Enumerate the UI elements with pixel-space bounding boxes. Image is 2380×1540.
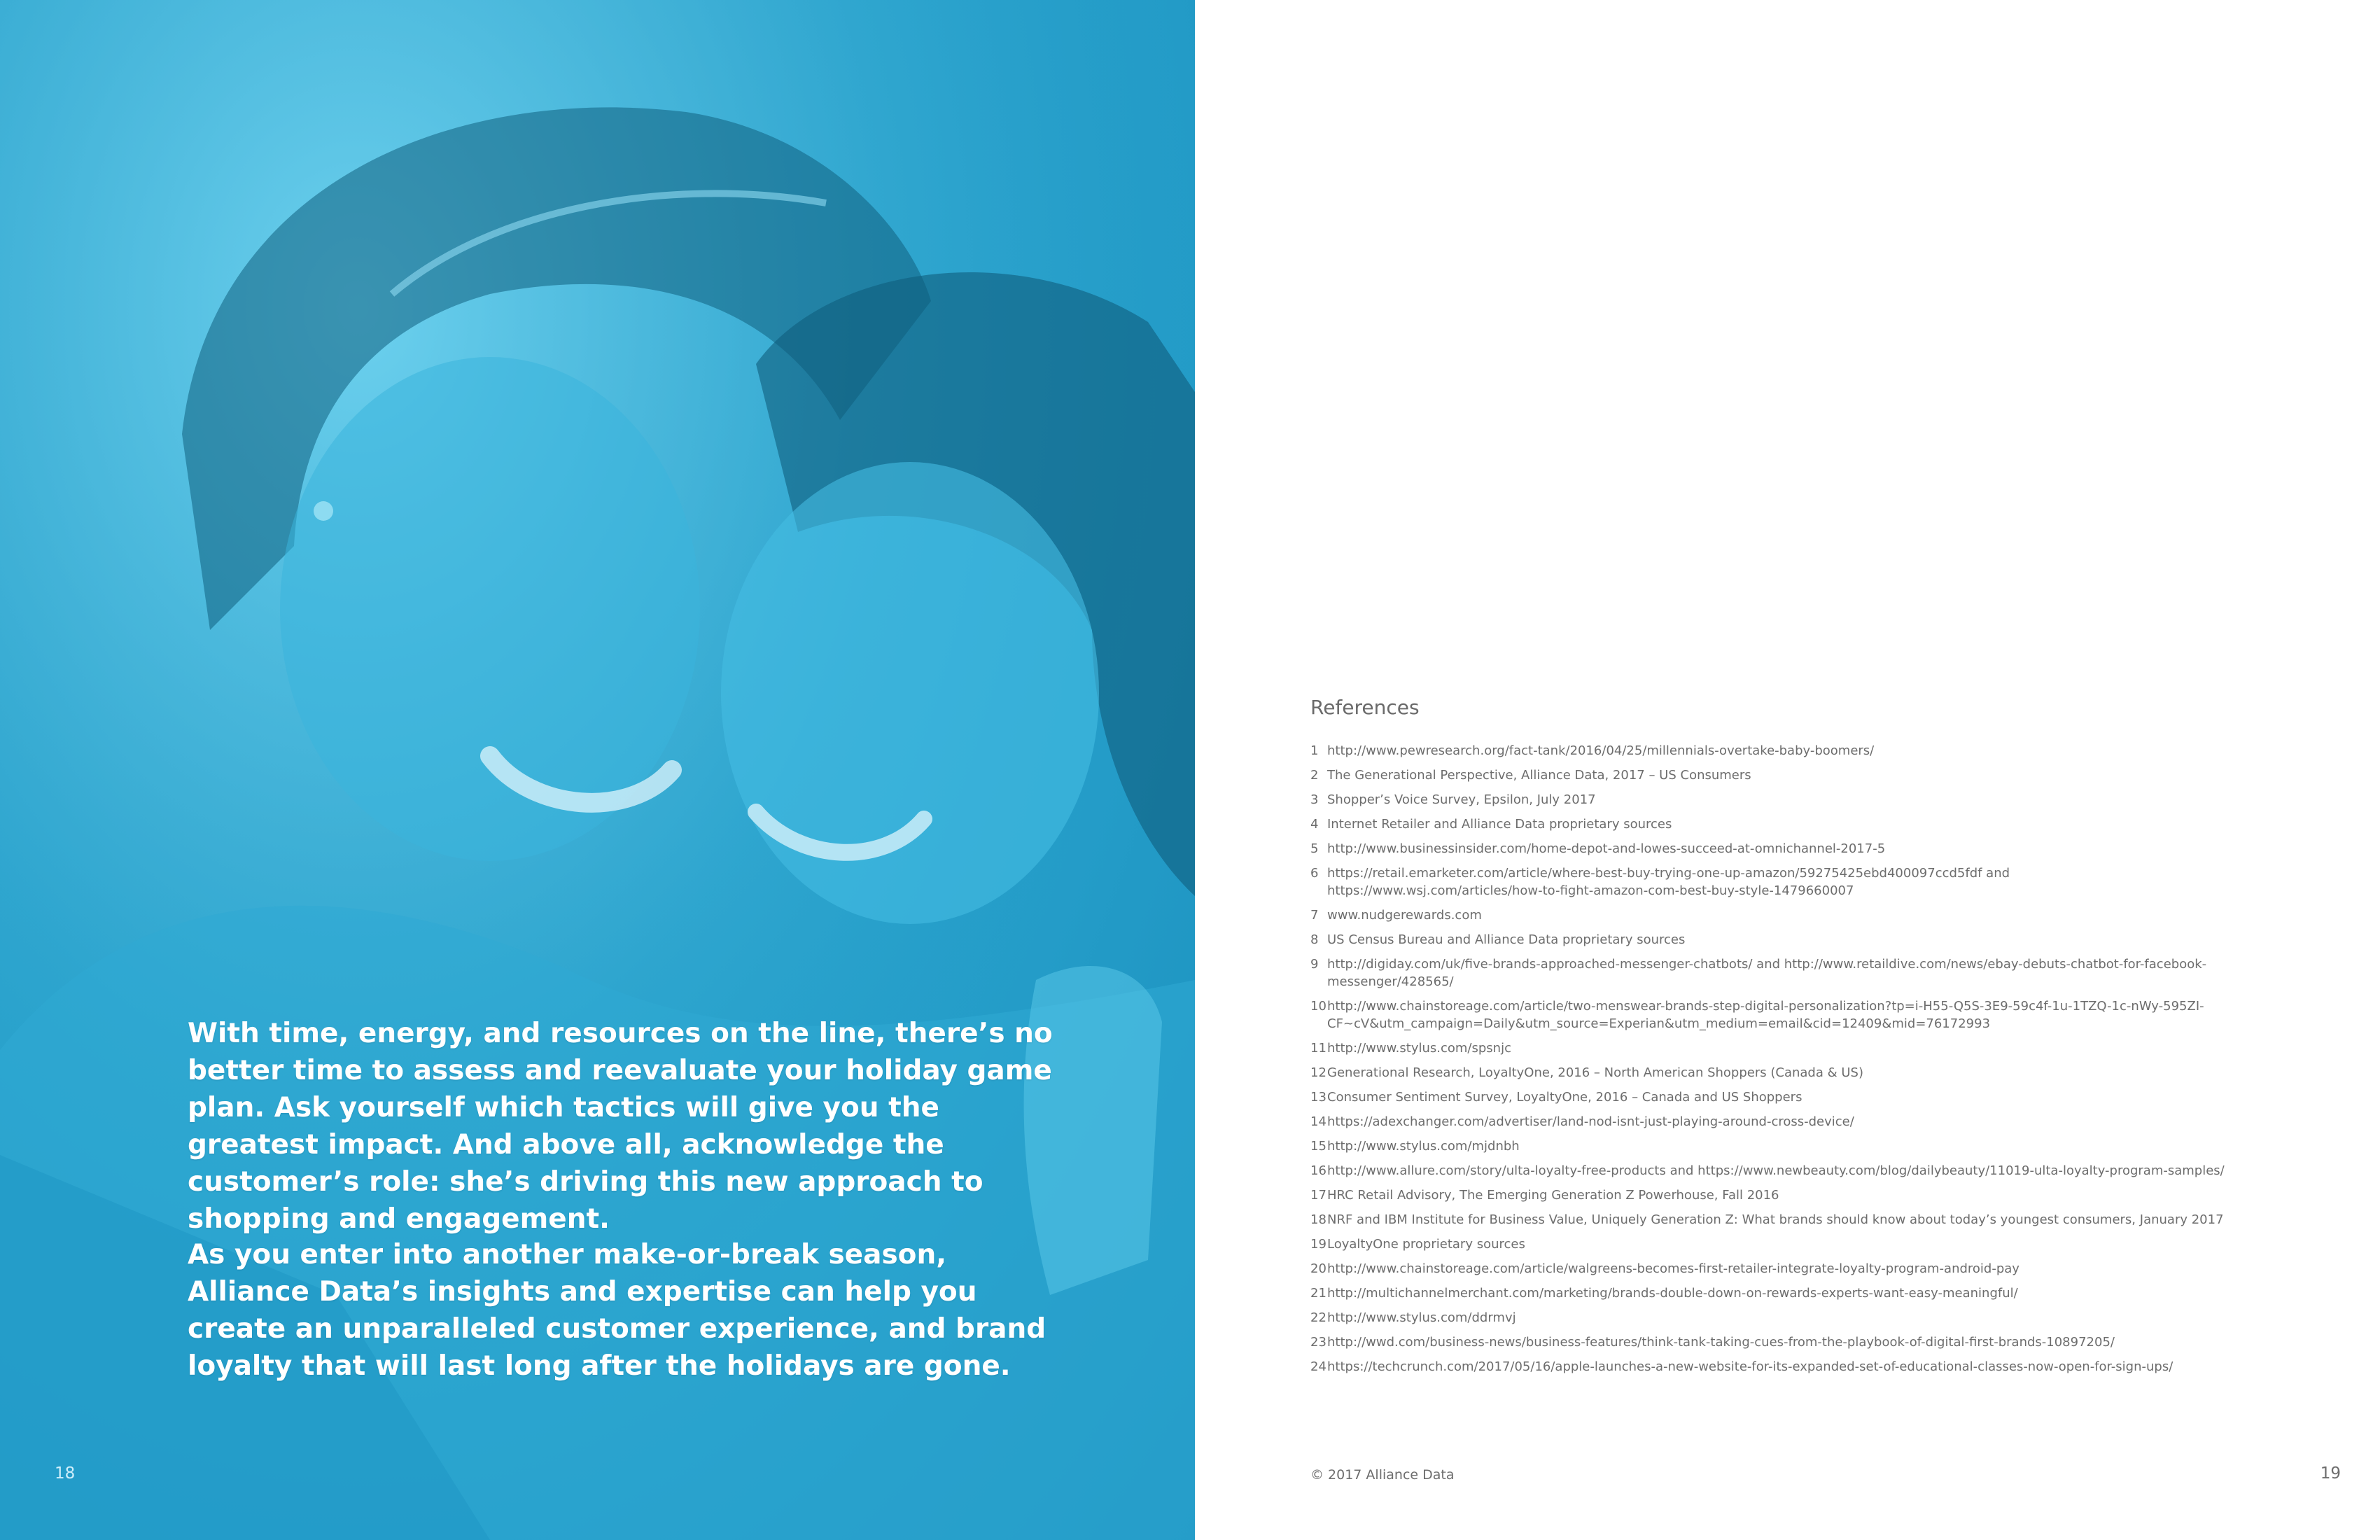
reference-number: 9: [1310, 957, 1319, 972]
reference-text: [1327, 1284, 2318, 1302]
reference-number: 20: [1310, 1261, 1326, 1276]
reference-line: Internet Retailer and Alliance Data proprietary sources: [1327, 817, 1672, 832]
reference-item: [1310, 1334, 2318, 1351]
closing-paragraph-2-text: As you enter into another make-or-break season, Alliance Data’s insights and expertise can help you create an unparalleled customer experience, and brand loyalty that will last long after the holidays are gone.: [188, 1239, 1046, 1382]
reference-line: http://www.stylus.com/spsnjc: [1327, 1041, 1511, 1056]
reference-item: [1310, 816, 2318, 833]
reference-text: [1327, 997, 2318, 1032]
reference-line: https://techcrunch.com/2017/05/16/apple-launches-a-new-website-for-its-expanded-set-of-educational-classes-now-open-for-sign-ups/: [1327, 1359, 2174, 1374]
reference-text: [1327, 955, 2318, 990]
reference-text: [1327, 1211, 2318, 1228]
reference-text: [1327, 864, 2318, 899]
reference-text: [1327, 816, 2318, 833]
reference-number: 22: [1310, 1310, 1326, 1325]
reference-number: 1: [1310, 743, 1319, 758]
reference-number: 19: [1310, 1237, 1326, 1252]
reference-number: 16: [1310, 1163, 1326, 1178]
reference-item: [1310, 1309, 2318, 1326]
reference-item: [1310, 997, 2318, 1032]
reference-line: www.nudgerewards.com: [1327, 908, 1482, 923]
reference-item: [1310, 1162, 2318, 1180]
reference-text: [1327, 1309, 2318, 1326]
copyright-notice: © 2017 Alliance Data: [1310, 1467, 1455, 1483]
reference-number: 6: [1310, 866, 1319, 881]
reference-text: [1327, 1162, 2318, 1180]
reference-line: messenger/428565/: [1327, 974, 1454, 989]
reference-line: http://wwd.com/business-news/business-features/think-tank-taking-cues-from-the-playbook-of-digital-first-brands-10897205/: [1327, 1335, 2115, 1350]
reference-number: 15: [1310, 1139, 1326, 1154]
reference-text: [1327, 1358, 2318, 1376]
reference-number: 4: [1310, 817, 1319, 832]
reference-line: Generational Research, LoyaltyOne, 2016 – North American Shoppers (Canada & US): [1327, 1065, 1863, 1080]
reference-line: CF~cV&utm_campaign=Daily&utm_source=Experian&utm_medium=email&cid=12409&mid=76172993: [1327, 1016, 1991, 1031]
reference-item: [1310, 1113, 2318, 1130]
reference-line: NRF and IBM Institute for Business Value, Uniquely Generation Z: What brands should know about today’s youngest consumers, January 2017: [1327, 1212, 2224, 1227]
reference-line: Consumer Sentiment Survey, LoyaltyOne, 2016 – Canada and US Shoppers: [1327, 1090, 1802, 1105]
reference-text: [1327, 840, 2318, 858]
reference-line: http://www.chainstoreage.com/article/two-menswear-brands-step-digital-personalization?tp=i-H55-Q5S-3E9-59c4f-1u-1TZQ-1c-nWy-595ZI-: [1327, 999, 2204, 1014]
reference-item: [1310, 1211, 2318, 1228]
references-heading: References: [1310, 696, 1420, 719]
reference-text: [1327, 766, 2318, 784]
reference-number: 10: [1310, 999, 1326, 1014]
reference-text: [1327, 742, 2318, 760]
reference-number: 18: [1310, 1212, 1326, 1227]
page-number-right: 19: [2320, 1464, 2341, 1483]
reference-line: HRC Retail Advisory, The Emerging Generation Z Powerhouse, Fall 2016: [1327, 1188, 1779, 1203]
page-number-left: 18: [55, 1464, 76, 1483]
reference-item: [1310, 906, 2318, 924]
reference-item: [1310, 1186, 2318, 1204]
reference-item: [1310, 1138, 2318, 1155]
reference-item: [1310, 1236, 2318, 1253]
reference-item: [1310, 1284, 2318, 1302]
reference-item: [1310, 1064, 2318, 1082]
reference-item: [1310, 931, 2318, 948]
reference-text: [1327, 1186, 2318, 1204]
reference-line: http://www.chainstoreage.com/article/walgreens-becomes-first-retailer-integrate-loyalty-program-android-pay: [1327, 1261, 2019, 1276]
reference-item: [1310, 791, 2318, 808]
reference-text: [1327, 1260, 2318, 1278]
closing-paragraph-1-text: With time, energy, and resources on the line, there’s no better time to assess and reevaluate your holiday game plan. Ask yourself which tactics will give you the greatest impact. And above all, acknowledge the customer’s role: she’s driving this new approach to shopping and engagement.: [188, 1018, 1053, 1235]
reference-line: US Census Bureau and Alliance Data proprietary sources: [1327, 932, 1686, 947]
reference-line: The Generational Perspective, Alliance Data, 2017 – US Consumers: [1327, 768, 1751, 783]
reference-line: https://adexchanger.com/advertiser/land-nod-isnt-just-playing-around-cross-device/: [1327, 1114, 1854, 1129]
reference-number: 21: [1310, 1286, 1326, 1301]
references-list: [1310, 742, 2318, 1382]
right-page: [1195, 0, 2380, 1540]
reference-text: [1327, 1334, 2318, 1351]
reference-item: [1310, 955, 2318, 990]
reference-line: http://www.stylus.com/mjdnbh: [1327, 1139, 1520, 1154]
reference-text: [1327, 1138, 2318, 1155]
reference-line: http://www.allure.com/story/ulta-loyalty-free-products and https://www.newbeauty.com/blog/dailybeauty/11019-ulta-loyalty-program-samples/: [1327, 1163, 2225, 1178]
reference-item: [1310, 1260, 2318, 1278]
closing-paragraph-2: [188, 1236, 1056, 1385]
reference-number: 3: [1310, 792, 1319, 807]
reference-line: http://www.stylus.com/ddrmvj: [1327, 1310, 1516, 1325]
reference-text: [1327, 906, 2318, 924]
reference-item: [1310, 742, 2318, 760]
reference-text: [1327, 1064, 2318, 1082]
reference-number: 2: [1310, 768, 1319, 783]
closing-paragraph-1: [188, 1015, 1056, 1238]
reference-number: 12: [1310, 1065, 1326, 1080]
reference-number: 13: [1310, 1090, 1326, 1105]
reference-number: 23: [1310, 1335, 1326, 1350]
reference-number: 24: [1310, 1359, 1326, 1374]
reference-item: [1310, 840, 2318, 858]
reference-text: [1327, 931, 2318, 948]
reference-text: [1327, 1113, 2318, 1130]
reference-line: http://multichannelmerchant.com/marketing/brands-double-down-on-rewards-experts-want-easy-meaningful/: [1327, 1286, 2018, 1301]
reference-number: 7: [1310, 908, 1319, 923]
reference-number: 11: [1310, 1041, 1326, 1056]
reference-text: [1327, 791, 2318, 808]
reference-item: [1310, 1040, 2318, 1057]
reference-number: 17: [1310, 1188, 1326, 1203]
reference-text: [1327, 1040, 2318, 1057]
reference-item: [1310, 1088, 2318, 1106]
reference-item: [1310, 1358, 2318, 1376]
reference-number: 14: [1310, 1114, 1326, 1129]
reference-line: LoyaltyOne proprietary sources: [1327, 1237, 1525, 1252]
reference-line: http://www.businessinsider.com/home-depot-and-lowes-succeed-at-omnichannel-2017-5: [1327, 841, 1886, 856]
reference-number: 8: [1310, 932, 1319, 947]
reference-line: Shopper’s Voice Survey, Epsilon, July 2017: [1327, 792, 1596, 807]
reference-number: 5: [1310, 841, 1319, 856]
reference-line: https://www.wsj.com/articles/how-to-fight-amazon-com-best-buy-style-1479660007: [1327, 883, 1854, 898]
reference-item: [1310, 864, 2318, 899]
reference-line: http://www.pewresearch.org/fact-tank/2016/04/25/millennials-overtake-baby-boomers/: [1327, 743, 1875, 758]
reference-text: [1327, 1088, 2318, 1106]
reference-line: https://retail.emarketer.com/article/where-best-buy-trying-one-up-amazon/59275425ebd400097ccd5fdf and: [1327, 866, 2010, 881]
reference-item: [1310, 766, 2318, 784]
reference-text: [1327, 1236, 2318, 1253]
reference-line: http://digiday.com/uk/five-brands-approached-messenger-chatbots/ and http://www.retaildive.com/news/ebay-debuts-chatbot-for-facebook-: [1327, 957, 2207, 972]
